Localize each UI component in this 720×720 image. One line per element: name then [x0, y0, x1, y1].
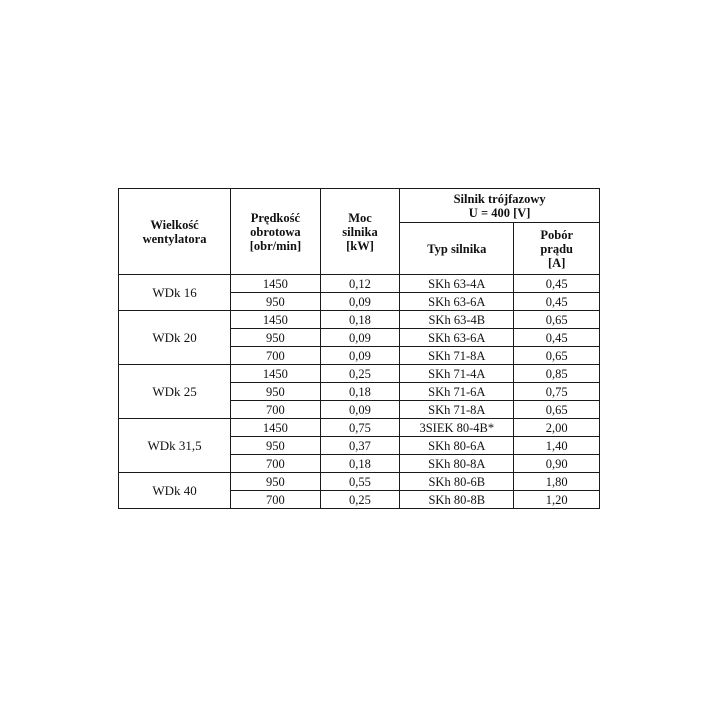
speed-cell: 950 [231, 383, 321, 401]
fan-size-cell: WDk 20 [119, 311, 231, 365]
motor-type-cell: SKh 71-6A [400, 383, 514, 401]
current-cell: 0,45 [514, 329, 600, 347]
power-cell: 0,12 [320, 275, 399, 293]
motor-type-cell: SKh 71-8A [400, 347, 514, 365]
motor-type-cell: SKh 80-6B [400, 473, 514, 491]
table-row [119, 419, 600, 437]
speed-cell: 1450 [231, 275, 321, 293]
power-cell: 0,18 [320, 455, 399, 473]
current-cell: 1,20 [514, 491, 600, 509]
current-cell: 0,45 [514, 275, 600, 293]
power-cell: 0,09 [320, 401, 399, 419]
speed-cell: 700 [231, 491, 321, 509]
power-cell: 0,09 [320, 293, 399, 311]
power-cell: 0,25 [320, 491, 399, 509]
motor-type-cell: SKh 63-6A [400, 293, 514, 311]
current-cell: 1,40 [514, 437, 600, 455]
motor-type-cell: SKh 80-8A [400, 455, 514, 473]
speed-cell: 1450 [231, 365, 321, 383]
current-cell: 2,00 [514, 419, 600, 437]
power-cell: 0,25 [320, 365, 399, 383]
header-three-phase-motor: Silnik trójfazowy U = 400 [V] [400, 189, 600, 223]
power-cell: 0,75 [320, 419, 399, 437]
current-cell: 0,65 [514, 401, 600, 419]
power-cell: 0,37 [320, 437, 399, 455]
motor-type-cell: SKh 80-6A [400, 437, 514, 455]
speed-cell: 950 [231, 329, 321, 347]
current-cell: 0,65 [514, 311, 600, 329]
header-fan-size: Wielkość wentylatora [119, 189, 231, 275]
speed-cell: 700 [231, 401, 321, 419]
header-motor-power: Moc silnika [kW] [320, 189, 399, 275]
speed-cell: 950 [231, 437, 321, 455]
motor-type-cell: SKh 63-4A [400, 275, 514, 293]
current-cell: 0,65 [514, 347, 600, 365]
motor-type-cell: SKh 71-8A [400, 401, 514, 419]
table-row [119, 275, 600, 293]
fan-size-cell: WDk 16 [119, 275, 231, 311]
power-cell: 0,18 [320, 383, 399, 401]
table-row [119, 311, 600, 329]
header-current-draw: Pobór prądu [A] [514, 223, 600, 275]
current-cell: 0,90 [514, 455, 600, 473]
speed-cell: 1450 [231, 311, 321, 329]
current-cell: 0,45 [514, 293, 600, 311]
fan-size-cell: WDk 25 [119, 365, 231, 419]
speed-cell: 950 [231, 293, 321, 311]
speed-cell: 1450 [231, 419, 321, 437]
fan-size-cell: WDk 31,5 [119, 419, 231, 473]
power-cell: 0,18 [320, 311, 399, 329]
motor-type-cell: 3SIEK 80-4B* [400, 419, 514, 437]
motor-type-cell: SKh 71-4A [400, 365, 514, 383]
speed-cell: 700 [231, 455, 321, 473]
table-row [119, 365, 600, 383]
header-motor-type: Typ silnika [400, 223, 514, 275]
fan-spec-table [118, 188, 600, 509]
table-body [119, 275, 600, 509]
motor-type-cell: SKh 63-4B [400, 311, 514, 329]
current-cell: 0,85 [514, 365, 600, 383]
motor-type-cell: SKh 80-8B [400, 491, 514, 509]
power-cell: 0,09 [320, 347, 399, 365]
speed-cell: 700 [231, 347, 321, 365]
motor-type-cell: SKh 63-6A [400, 329, 514, 347]
header-rotational-speed: Prędkość obrotowa [obr/min] [231, 189, 321, 275]
power-cell: 0,09 [320, 329, 399, 347]
power-cell: 0,55 [320, 473, 399, 491]
current-cell: 0,75 [514, 383, 600, 401]
fan-size-cell: WDk 40 [119, 473, 231, 509]
speed-cell: 950 [231, 473, 321, 491]
current-cell: 1,80 [514, 473, 600, 491]
table-row [119, 473, 600, 491]
table-header [119, 189, 600, 275]
